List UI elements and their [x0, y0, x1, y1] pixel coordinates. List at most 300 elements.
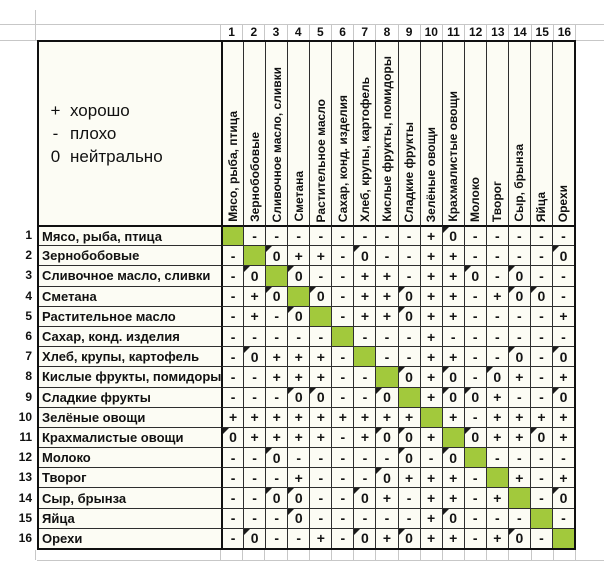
matrix-cell: - — [442, 326, 464, 346]
matrix-cell: - — [375, 225, 397, 245]
gridline-stub — [442, 550, 464, 560]
matrix-cell: - — [530, 487, 552, 507]
matrix-cell: - — [243, 326, 265, 346]
row-number: 13 — [18, 470, 32, 485]
matrix-cell: - — [508, 245, 530, 265]
matrix-cell: - — [221, 487, 243, 507]
matrix-cell: + — [420, 387, 442, 407]
matrix-cell: + — [442, 487, 464, 507]
matrix-cell: 0 — [464, 387, 486, 407]
legend-symbol-plus: + — [50, 101, 61, 120]
row-number: 12 — [18, 450, 32, 465]
matrix-cell: - — [331, 366, 353, 386]
matrix-cell: - — [221, 245, 243, 265]
matrix-cell: - — [375, 346, 397, 366]
column-number: 16 — [553, 24, 576, 40]
row-number: 9 — [25, 389, 32, 404]
matrix-cell: + — [221, 407, 243, 427]
matrix-cell: - — [265, 528, 287, 548]
matrix-cell: - — [552, 508, 574, 528]
legend-item-neutral — [46, 145, 221, 168]
row-number: 2 — [25, 248, 32, 263]
row-label: Молоко — [39, 447, 221, 467]
matrix-cell: 0 — [398, 427, 420, 447]
gridline-stub — [331, 550, 353, 560]
matrix-cell: + — [265, 366, 287, 386]
gridline-stub — [553, 550, 576, 560]
matrix-cell: + — [309, 245, 331, 265]
matrix-cell: 0 — [265, 447, 287, 467]
column-number: 6 — [331, 24, 353, 40]
matrix-cell: - — [398, 245, 420, 265]
row-label: Растительное масло — [39, 306, 221, 326]
matrix-cell: 0 — [552, 387, 574, 407]
matrix-cell: 0 — [243, 528, 265, 548]
matrix-cell: 0 — [353, 245, 375, 265]
matrix-cell: - — [265, 467, 287, 487]
matrix-cell: 0 — [375, 427, 397, 447]
matrix-cell: - — [331, 306, 353, 326]
matrix-cell: 0 — [287, 387, 309, 407]
matrix-cell: 0 — [398, 366, 420, 386]
column-header — [442, 42, 464, 225]
matrix-cell-self — [375, 366, 397, 386]
matrix-cell: + — [353, 407, 375, 427]
matrix-cell-self — [353, 346, 375, 366]
matrix-cell-self — [508, 487, 530, 507]
matrix-cell: 0 — [442, 366, 464, 386]
matrix-cell: + — [287, 245, 309, 265]
matrix-cell: - — [353, 467, 375, 487]
matrix-cell-self — [442, 427, 464, 447]
column-header-label: Молоко — [468, 177, 483, 222]
matrix-cell: - — [464, 366, 486, 386]
row-label: Сметана — [39, 286, 221, 306]
row-number-margin — [0, 225, 34, 548]
matrix-cell: 0 — [309, 286, 331, 306]
matrix-cell: - — [287, 326, 309, 346]
matrix-cell: - — [331, 225, 353, 245]
matrix-cell: + — [508, 407, 530, 427]
matrix-cell: - — [530, 306, 552, 326]
gridline-stub — [242, 550, 264, 560]
row-label: Яйца — [39, 508, 221, 528]
matrix-cell: - — [464, 508, 486, 528]
matrix-cell: + — [375, 265, 397, 285]
matrix-cell: - — [464, 225, 486, 245]
matrix-cell: 0 — [243, 265, 265, 285]
matrix-cell: 0 — [442, 447, 464, 467]
matrix-cell: - — [530, 387, 552, 407]
row-number: 5 — [25, 308, 32, 323]
matrix-cell: - — [508, 306, 530, 326]
legend-symbol-minus: - — [52, 124, 59, 143]
matrix-cell: - — [375, 447, 397, 467]
legend-symbol-zero: 0 — [50, 147, 61, 166]
matrix-cell: - — [331, 265, 353, 285]
matrix-cell: + — [486, 487, 508, 507]
legend — [39, 42, 221, 225]
row-number: 15 — [18, 510, 32, 525]
matrix-cell: 0 — [398, 447, 420, 467]
matrix-cell: 0 — [552, 245, 574, 265]
matrix-cell-self — [221, 225, 243, 245]
matrix-cell: 0 — [243, 346, 265, 366]
matrix-cell: 0 — [353, 487, 375, 507]
matrix-cell: - — [486, 225, 508, 245]
matrix-cell: - — [464, 346, 486, 366]
row-number: 1 — [25, 228, 32, 243]
matrix-cell: + — [552, 427, 574, 447]
matrix-cell: - — [331, 508, 353, 528]
matrix-cell: - — [331, 467, 353, 487]
matrix-cell: 0 — [508, 286, 530, 306]
matrix-cell: - — [265, 306, 287, 326]
matrix-cell: + — [552, 467, 574, 487]
matrix-cell: + — [420, 265, 442, 285]
matrix-cell: - — [530, 245, 552, 265]
column-header — [464, 42, 486, 225]
column-header — [398, 42, 420, 225]
matrix-cell: - — [486, 265, 508, 285]
matrix-cell: 0 — [442, 225, 464, 245]
matrix-cell: - — [243, 508, 265, 528]
row-label: Сыр, брынза — [39, 487, 221, 507]
matrix-cell: + — [309, 407, 331, 427]
matrix-cell: - — [221, 265, 243, 285]
row-label: Кислые фрукты, помидоры — [39, 366, 221, 386]
matrix-cell: - — [243, 467, 265, 487]
matrix-cell-self — [287, 286, 309, 306]
matrix-cell: + — [442, 346, 464, 366]
matrix-cell: - — [243, 225, 265, 245]
column-number: 12 — [464, 24, 486, 40]
column-number: 1 — [220, 24, 242, 40]
matrix-cell: 0 — [486, 366, 508, 386]
column-header — [530, 42, 552, 225]
column-header — [375, 42, 397, 225]
matrix-cell: - — [552, 286, 574, 306]
matrix-cell: - — [331, 346, 353, 366]
matrix-cell: - — [221, 326, 243, 346]
gridline-stub — [508, 550, 530, 560]
matrix-cell: - — [221, 366, 243, 386]
matrix-cell: - — [486, 245, 508, 265]
gridline-stub — [486, 550, 508, 560]
matrix-cell: 0 — [530, 286, 552, 306]
matrix-cell: - — [221, 306, 243, 326]
matrix-cell: + — [552, 306, 574, 326]
matrix-cell: - — [265, 508, 287, 528]
matrix-cell: 0 — [265, 487, 287, 507]
matrix-cell: - — [309, 447, 331, 467]
matrix-cell: - — [243, 366, 265, 386]
matrix-cell: - — [464, 467, 486, 487]
matrix-cell: 0 — [552, 346, 574, 366]
gridline-stub — [353, 550, 375, 560]
matrix-cell: - — [398, 346, 420, 366]
matrix-cell: + — [420, 225, 442, 245]
gridline-stub — [264, 550, 286, 560]
matrix-cell: + — [375, 528, 397, 548]
column-number: 11 — [442, 24, 464, 40]
matrix-cell: - — [265, 387, 287, 407]
matrix-cell: - — [508, 387, 530, 407]
matrix-cell-self — [309, 306, 331, 326]
matrix-cell: + — [375, 286, 397, 306]
matrix-cell: + — [287, 366, 309, 386]
row-label: Творог — [39, 467, 221, 487]
matrix-cell: - — [486, 508, 508, 528]
matrix-cell: + — [243, 286, 265, 306]
matrix-cell: + — [287, 407, 309, 427]
matrix-cell: + — [375, 306, 397, 326]
matrix-cell: 0 — [309, 387, 331, 407]
legend-label-good: хорошо — [70, 101, 130, 120]
compatibility-table — [37, 40, 576, 550]
matrix-cell: - — [486, 346, 508, 366]
gridline-stub — [309, 550, 331, 560]
matrix-cell: - — [530, 447, 552, 467]
column-header — [552, 42, 574, 225]
matrix-cell: + — [442, 245, 464, 265]
matrix-cell: + — [420, 306, 442, 326]
matrix-cell: + — [486, 286, 508, 306]
gridline-stub — [531, 550, 553, 560]
legend-label-neutral: нейтрально — [70, 147, 163, 166]
column-header — [353, 42, 375, 225]
matrix-cell: - — [221, 528, 243, 548]
matrix-cell: 0 — [375, 467, 397, 487]
column-number: 8 — [375, 24, 397, 40]
matrix-cell: - — [486, 447, 508, 467]
row-number: 7 — [25, 349, 32, 364]
matrix-cell: + — [265, 346, 287, 366]
matrix-cell: + — [309, 528, 331, 548]
matrix-cell: - — [464, 306, 486, 326]
matrix-cell: - — [243, 487, 265, 507]
matrix-cell: - — [265, 326, 287, 346]
column-header — [287, 42, 309, 225]
matrix-cell: 0 — [265, 245, 287, 265]
matrix-cell: - — [309, 225, 331, 245]
matrix-cell: - — [375, 326, 397, 346]
matrix-cell: - — [221, 467, 243, 487]
matrix-cell: - — [309, 467, 331, 487]
gridline-stub — [420, 550, 442, 560]
legend-label-bad: плохо — [70, 124, 117, 143]
matrix-cell: - — [464, 245, 486, 265]
matrix-cell: - — [486, 306, 508, 326]
column-header-label: Орехи — [556, 184, 571, 222]
matrix-cell: 0 — [552, 487, 574, 507]
matrix-cell-self — [243, 245, 265, 265]
row-label: Сливочное масло, сливки — [39, 265, 221, 285]
matrix-cell: - — [243, 447, 265, 467]
column-header-label: Зернобобовые — [247, 132, 262, 222]
matrix-cell-self — [265, 265, 287, 285]
gridline-right-segment — [576, 40, 604, 41]
matrix-cell: - — [398, 326, 420, 346]
matrix-cell: 0 — [442, 387, 464, 407]
gridline-stub — [398, 550, 420, 560]
column-header-label: Сметана — [291, 171, 306, 222]
gridline-stub — [464, 550, 486, 560]
matrix-cell: + — [442, 286, 464, 306]
matrix-cell: + — [353, 306, 375, 326]
legend-item-bad — [46, 122, 221, 145]
matrix-cell: - — [287, 447, 309, 467]
column-header-label: Растительное масло — [313, 98, 328, 222]
matrix-cell: - — [243, 387, 265, 407]
gridline-bottom — [37, 560, 604, 561]
row-label: Сладкие фрукты — [39, 387, 221, 407]
matrix-cell: + — [353, 427, 375, 447]
matrix-cell: + — [420, 487, 442, 507]
gridline-left-stub — [35, 10, 36, 40]
matrix-cell: + — [552, 407, 574, 427]
column-header-label: Сладкие фрукты — [402, 121, 417, 222]
matrix-cell: - — [552, 225, 574, 245]
matrix-cell: + — [420, 366, 442, 386]
matrix-cell: - — [398, 225, 420, 245]
matrix-cell: + — [486, 427, 508, 447]
matrix-cell: - — [530, 225, 552, 245]
column-header-label: Сливочное масло, сливки — [269, 66, 284, 222]
matrix-cell: - — [221, 447, 243, 467]
legend-item-good — [46, 99, 221, 122]
column-header-label: Творог — [490, 180, 505, 222]
column-number: 7 — [353, 24, 375, 40]
matrix-cell: + — [442, 407, 464, 427]
matrix-cell: - — [309, 508, 331, 528]
column-header — [265, 42, 287, 225]
column-header — [331, 42, 353, 225]
column-header-label: Яйца — [534, 191, 549, 222]
matrix-cell: - — [464, 407, 486, 427]
gridline-stub — [287, 550, 309, 560]
column-number: 3 — [264, 24, 286, 40]
matrix-cell: + — [243, 407, 265, 427]
matrix-cell: - — [331, 487, 353, 507]
column-number: 2 — [242, 24, 264, 40]
column-header-label: Сахар, конд. изделия — [335, 94, 350, 222]
matrix-cell: - — [309, 487, 331, 507]
matrix-cell: + — [420, 286, 442, 306]
row-label: Орехи — [39, 528, 221, 548]
matrix-cell: - — [398, 508, 420, 528]
matrix-cell: + — [442, 265, 464, 285]
matrix-cell: - — [353, 366, 375, 386]
row-number: 10 — [18, 409, 32, 424]
matrix-cell-self — [398, 387, 420, 407]
matrix-cell: - — [353, 387, 375, 407]
matrix-cell-self — [486, 467, 508, 487]
row-label: Крахмалистые овощи — [39, 427, 221, 447]
matrix-cell: 0 — [287, 306, 309, 326]
matrix-cell: + — [486, 387, 508, 407]
column-header — [486, 42, 508, 225]
matrix-cell: - — [530, 346, 552, 366]
row-number: 3 — [25, 268, 32, 283]
matrix-cell: + — [287, 467, 309, 487]
matrix-cell: 0 — [398, 306, 420, 326]
matrix-cell-self — [530, 508, 552, 528]
matrix-cell: - — [464, 487, 486, 507]
bottom-gridline-stubs — [220, 550, 576, 560]
matrix-cell: - — [464, 528, 486, 548]
matrix-cell: + — [442, 528, 464, 548]
matrix-cell: - — [530, 326, 552, 346]
column-header — [420, 42, 442, 225]
gridline-stub — [220, 550, 242, 560]
matrix-cell: - — [375, 508, 397, 528]
matrix-cell: + — [420, 508, 442, 528]
matrix-cell-self — [420, 407, 442, 427]
matrix-cell: + — [243, 306, 265, 326]
column-header — [508, 42, 530, 225]
matrix-cell: - — [508, 225, 530, 245]
matrix-cell: - — [353, 326, 375, 346]
column-number: 5 — [309, 24, 331, 40]
matrix-cell: + — [265, 407, 287, 427]
matrix-cell: 0 — [464, 265, 486, 285]
gridline-left-segment — [0, 40, 37, 41]
matrix-cell: - — [221, 286, 243, 306]
row-number: 14 — [18, 490, 32, 505]
column-header — [309, 42, 331, 225]
column-number: 4 — [287, 24, 309, 40]
matrix-cell: 0 — [265, 286, 287, 306]
matrix-cell: + — [508, 427, 530, 447]
matrix-cell: 0 — [353, 528, 375, 548]
matrix-cell: + — [287, 427, 309, 447]
matrix-cell: - — [309, 326, 331, 346]
bottom-gridline-stub-left — [35, 550, 36, 560]
column-header-label: Зелёные овощи — [424, 126, 439, 222]
matrix-cell: - — [353, 447, 375, 467]
row-number: 6 — [25, 329, 32, 344]
matrix-cell: - — [530, 467, 552, 487]
matrix-cell: - — [398, 487, 420, 507]
column-number: 15 — [531, 24, 553, 40]
matrix-cell: - — [552, 447, 574, 467]
matrix-cell: - — [221, 387, 243, 407]
matrix-cell: + — [486, 528, 508, 548]
matrix-cell: + — [420, 427, 442, 447]
matrix-cell: 0 — [508, 346, 530, 366]
row-label: Мясо, рыба, птица — [39, 225, 221, 245]
matrix-cell: + — [420, 245, 442, 265]
matrix-cell: + — [508, 467, 530, 487]
matrix-cell: + — [398, 467, 420, 487]
matrix-cell: + — [420, 467, 442, 487]
matrix-cell: + — [442, 306, 464, 326]
matrix-cell-self — [464, 447, 486, 467]
matrix-cell: + — [353, 286, 375, 306]
matrix-cell: 0 — [221, 427, 243, 447]
column-number-row — [220, 24, 576, 40]
column-number: 13 — [486, 24, 508, 40]
row-label: Сахар, конд. изделия — [39, 326, 221, 346]
matrix-cell: + — [398, 407, 420, 427]
matrix-cell: - — [420, 447, 442, 467]
matrix-cell: + — [530, 407, 552, 427]
matrix-cell: - — [287, 225, 309, 245]
matrix-cell: 0 — [375, 387, 397, 407]
matrix-cell: + — [309, 366, 331, 386]
matrix-cell: + — [508, 366, 530, 386]
